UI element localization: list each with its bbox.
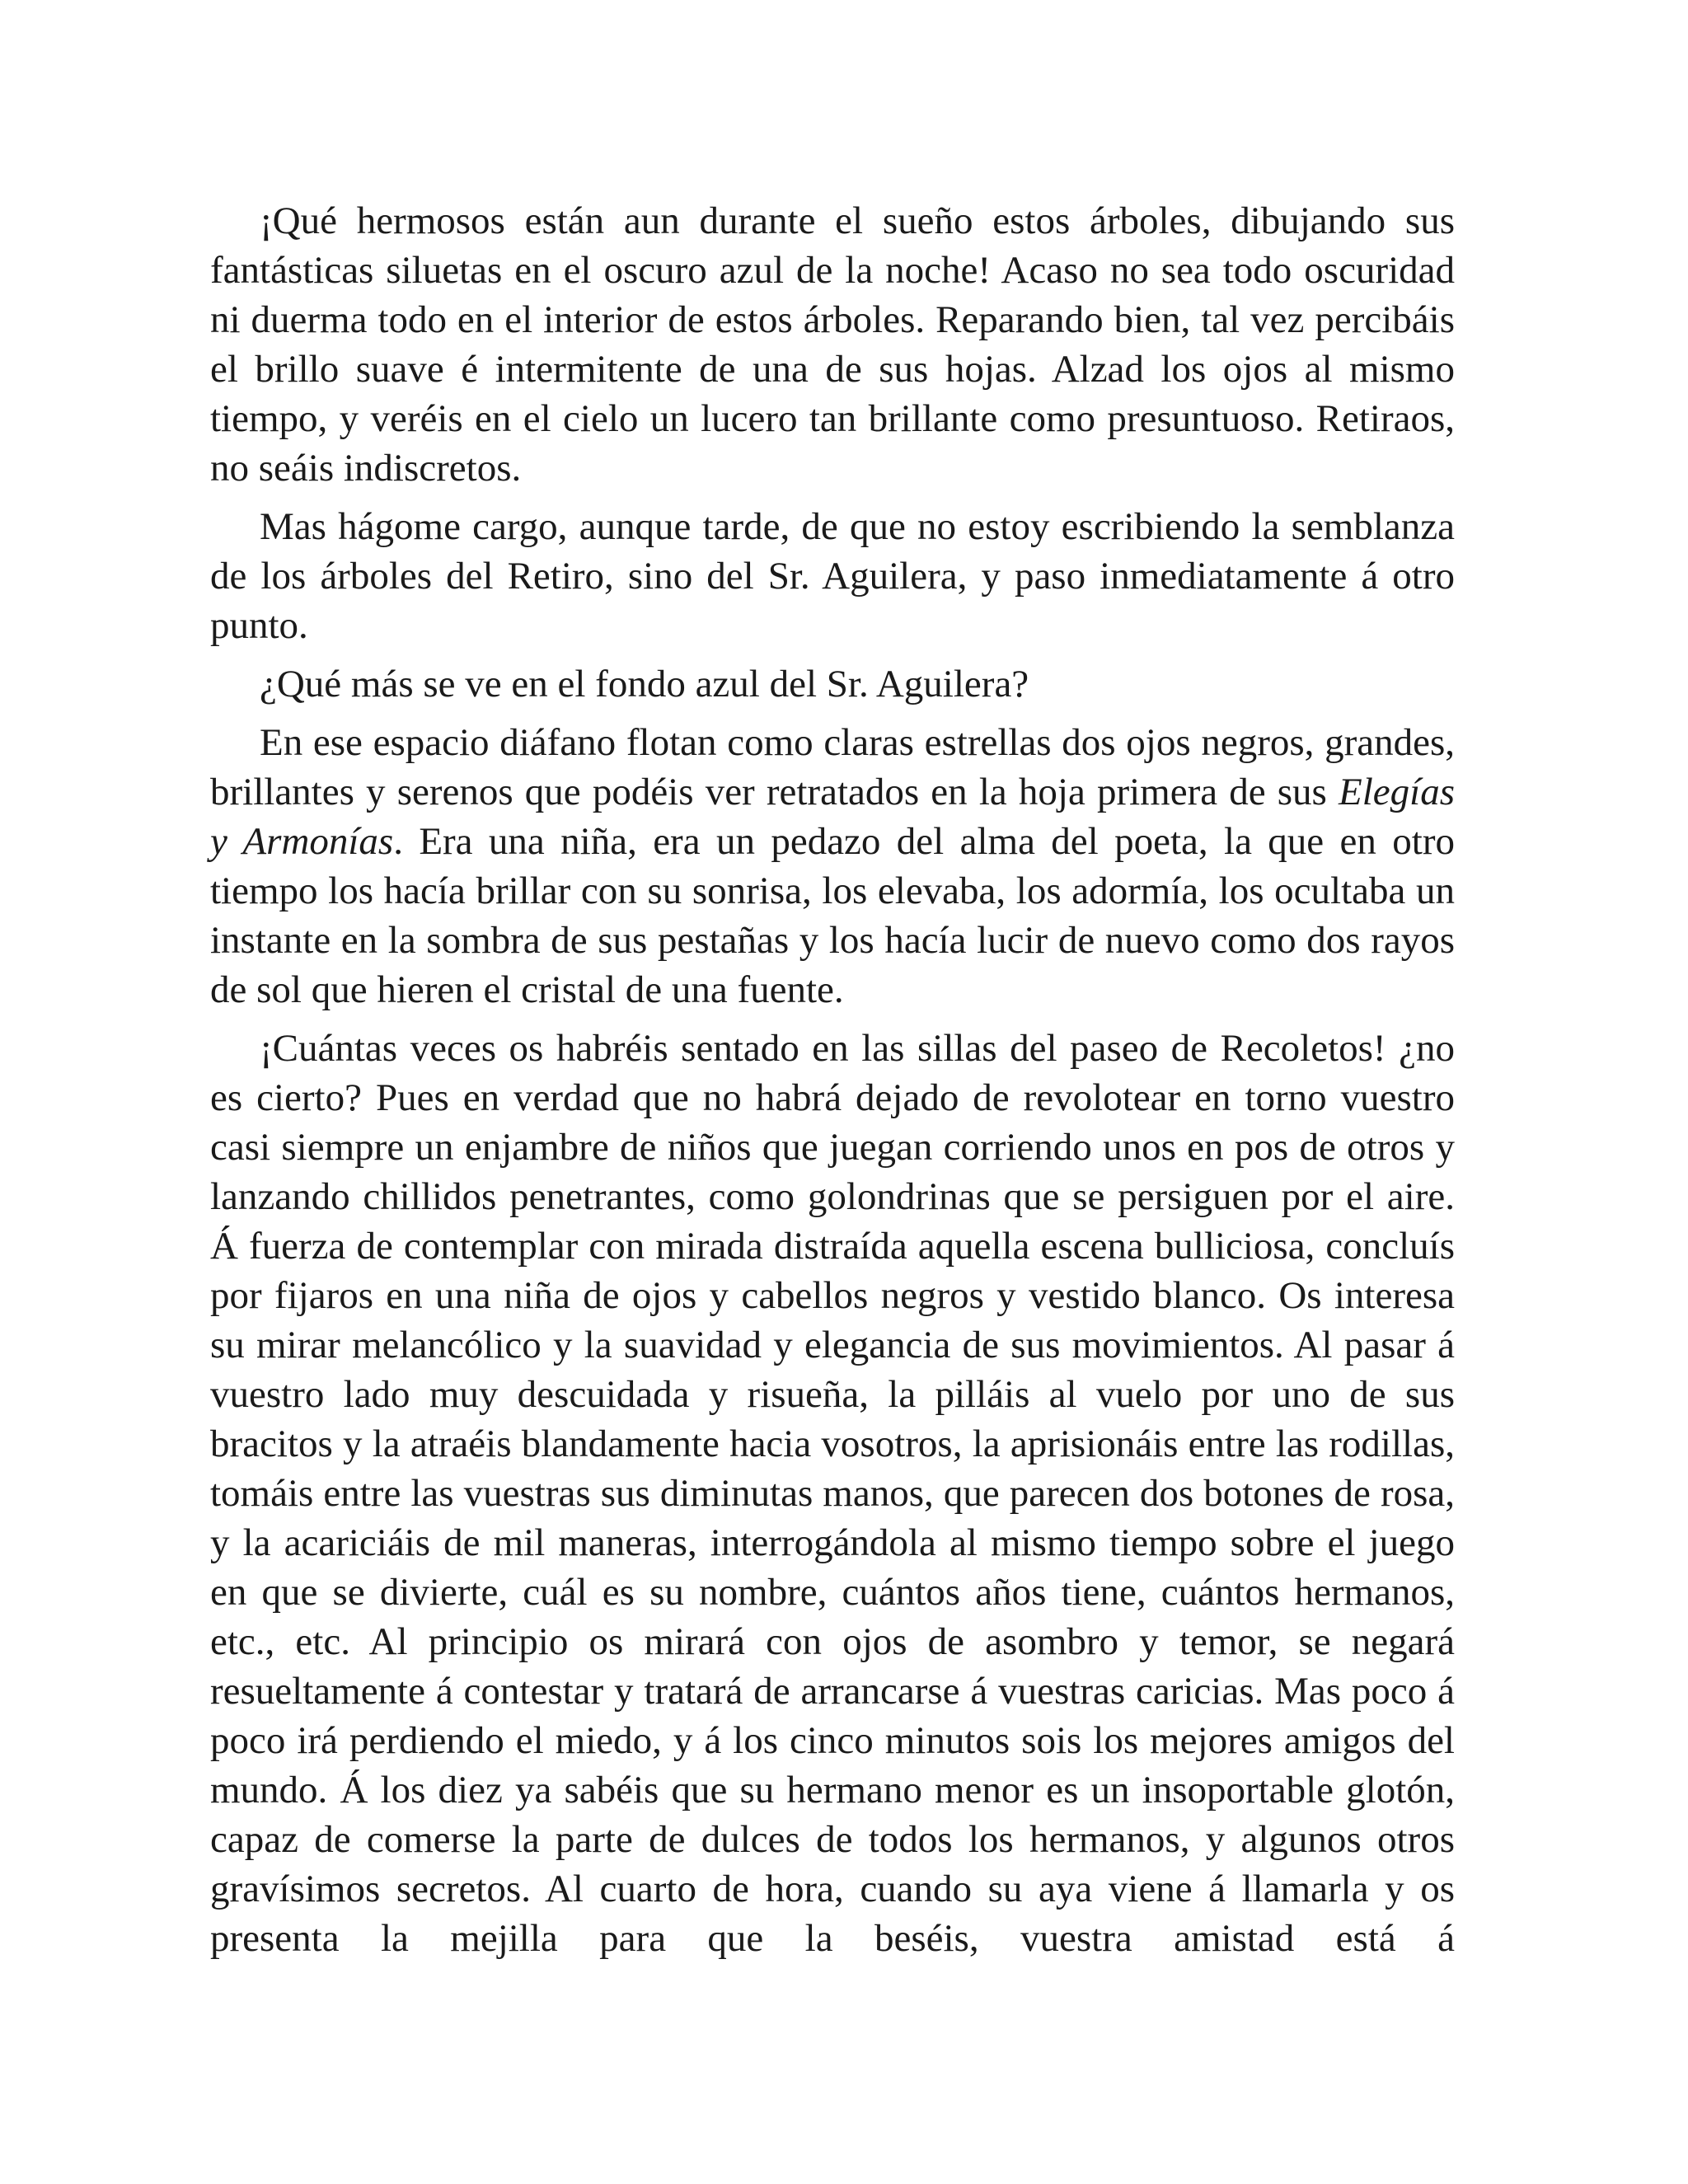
paragraph-4-text-before: En ese espacio diáfano flotan como claras estrellas dos ojos negros, grandes, brillantes y serenos que podéis ver retratados en la hoja primera de sus — [210, 721, 1455, 813]
page-body — [210, 196, 1455, 1963]
book-title: Elegías y Armonías — [210, 771, 1455, 863]
paragraph-4-text-after: . Era una niña, era un pedazo del alma del poeta, la que en otro tiempo los hacía brillar con su sonrisa, los elevaba, los adormía, los ocultaba un instante en la sombra de sus pestañas y los hacía lucir de nuevo como dos rayos de sol que hieren el cristal de una fuente. — [210, 820, 1455, 1011]
paragraph-3: ¿Qué más se ve en el fondo azul del Sr. Aguilera? — [260, 663, 1029, 705]
paragraph-1: ¡Qué hermosos están aun durante el sueño estos árboles, dibujando sus fantásticas siluetas en el oscuro azul de la noche! Acaso no sea todo oscuridad ni duerma todo en el interior de estos árboles. Reparando bien, tal vez percibáis el brillo suave é intermitente de una de sus hojas. Alzad los ojos al mismo tiempo, y veréis en el cielo un lucero tan brillante como presuntuoso. Retiraos, no seáis indiscretos. — [210, 199, 1455, 490]
paragraph-5: ¡Cuántas veces os habréis sentado en las sillas del paseo de Recoletos! ¿no es cierto? Pues en verdad que no habrá dejado de revolotear en torno vuestro casi siempre un enjambre de niños que juegan corriendo unos en pos de otros y lanzando chillidos penetrantes, como golondrinas que se persiguen por el aire. Á fuerza de contemplar con mirada distraída aquella escena bulliciosa, concluís por fijaros en una niña de ojos y cabellos negros y vestido blanco. Os interesa su mirar melancólico y la suavidad y elegancia de sus movimientos. Al pasar á vuestro lado muy descuidada y risueña, la pilláis al vuelo por uno de sus bracitos y la atraéis blandamente hacia vosotros, la aprisionáis entre las rodillas, tomáis entre las vuestras sus diminutas manos, que parecen dos botones de rosa, y la acariciáis de mil maneras, interrogándola al mismo tiempo sobre el juego en que se divierte, cuál es su nombre, cuántos años tiene, cuántos hermanos, etc., etc. Al principio os mirará con ojos de asombro y temor, se negará resueltamente á contestar y tratará de arrancarse á vuestras caricias. Mas poco á poco irá perdiendo el miedo, y á los cinco minutos sois los mejores amigos del mundo. Á los diez ya sabéis que su hermano menor es un insoportable glotón, capaz de comerse la parte de dulces de todos los hermanos, y algunos otros gravísimos secretos. Al cuarto de hora, cuando su aya viene á llamarla y os presenta la mejilla para que la beséis, vuestra amistad está á — [210, 1027, 1455, 1960]
paragraph-2: Mas hágome cargo, aunque tarde, de que no estoy escribiendo la semblanza de los árboles del Retiro, sino del Sr. Aguilera, y paso inmediatamente á otro punto. — [210, 505, 1455, 647]
paragraph-4 — [210, 718, 1455, 1015]
